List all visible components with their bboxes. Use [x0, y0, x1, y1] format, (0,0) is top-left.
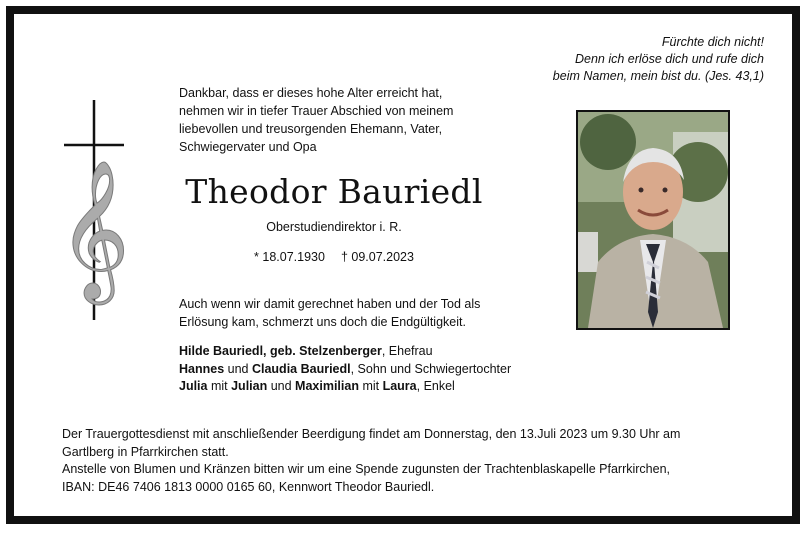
family-name: Julia [179, 379, 208, 393]
family-name: Hilde Bauriedl, geb. Stelzenberger [179, 344, 382, 358]
birth-date: * 18.07.1930 [254, 250, 325, 264]
family-name: Claudia Bauriedl [251, 361, 351, 376]
family-line-son [179, 361, 511, 379]
family-name: Maximilian [295, 379, 359, 393]
family-relation: , Sohn und Schwiegertochter [350, 361, 512, 376]
intro-line: Dankbar, dass er dieses hohe Alter erreicht hat, [179, 86, 443, 100]
intro-line: Schwiegervater und Opa [179, 140, 317, 154]
family-connector: mit [358, 379, 383, 393]
service-line: IBAN: DE46 7406 1813 0000 0165 60, Kennwort Theodor Bauriedl. [62, 479, 435, 494]
service-line: Anstelle von Blumen und Kränzen bitten wir um eine Spende zugunsten der Trachtenblaskapelle Pfarrkirchen, [62, 462, 670, 476]
deceased-title: Oberstudiendirektor i. R. [266, 220, 402, 234]
svg-text:𝄞: 𝄞 [58, 160, 130, 299]
intro-text [179, 84, 453, 156]
life-dates [179, 250, 489, 264]
consolation-line: Erlösung kam, schmerzt uns doch die Endgültigkeit. [179, 315, 466, 329]
consolation-text [179, 295, 480, 331]
family-name: Laura [382, 379, 417, 393]
service-info [62, 426, 680, 496]
quote-line: beim Namen, mein bist du. (Jes. 43,1) [552, 69, 764, 83]
family-connector: mit [207, 379, 232, 393]
family-name: Julian [231, 379, 268, 393]
service-line: Der Trauergottesdienst mit anschließender Beerdigung findet am Donnerstag, den 13.Juli 2023 um 9.30 Uhr am [62, 427, 681, 441]
intro-line: liebevollen und treusorgenden Ehemann, Vater, [179, 122, 443, 136]
family-line-grandchildren [179, 378, 511, 396]
family-relation: , Ehefrau [381, 344, 433, 358]
cross-with-clef [54, 100, 134, 320]
service-line: Gartlberg in Pfarrkirchen statt. [62, 444, 229, 459]
bible-quote [553, 34, 764, 85]
family-line-wife [179, 343, 511, 361]
family-relation: , Enkel [416, 379, 455, 393]
family-list [179, 343, 511, 396]
consolation-line: Auch wenn wir damit gerechnet haben und der Tod als [179, 297, 481, 311]
quote-line: Denn ich erlöse dich und rufe dich [574, 52, 764, 66]
death-date: † 09.07.2023 [340, 250, 414, 264]
intro-line: nehmen wir in tiefer Trauer Abschied von meinem [179, 104, 454, 118]
family-connector: und [267, 379, 296, 393]
portrait-photo [576, 110, 730, 330]
treble-clef-icon [59, 160, 130, 305]
family-name: Hannes [179, 361, 225, 376]
quote-line: Fürchte dich nicht! [661, 35, 764, 49]
deceased-name: Theodor Bauriedl [185, 172, 483, 211]
portrait-image [578, 112, 728, 328]
family-connector: und [224, 361, 252, 376]
